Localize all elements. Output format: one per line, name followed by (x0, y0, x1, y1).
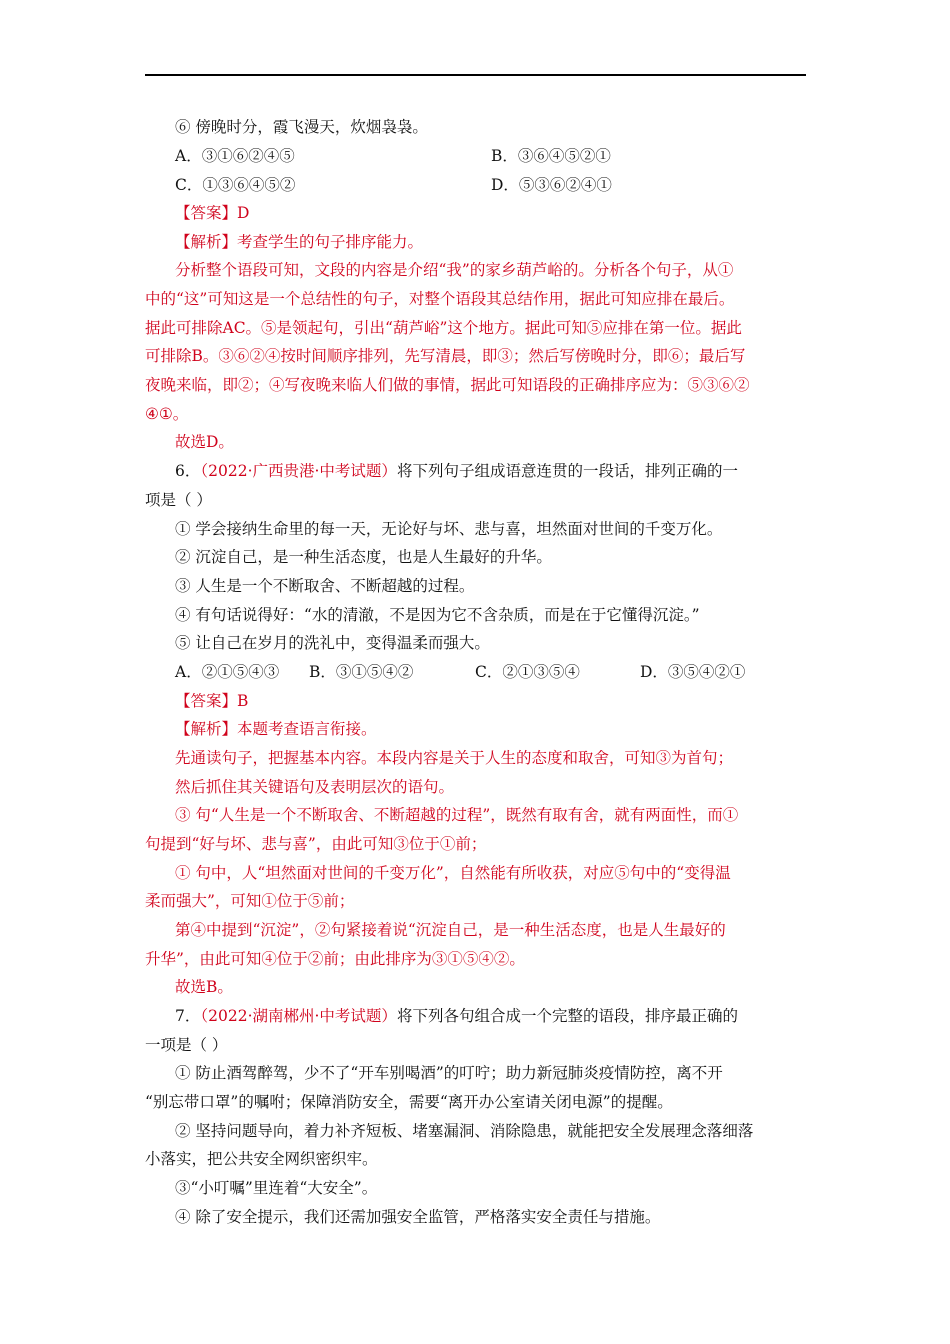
q5-answer-tag: 【答案】 (175, 204, 238, 222)
q6-analysis-line: 升华”，由此可知④位于②前；由此排序为③①⑤④②。 (145, 950, 525, 968)
q7-item-4: ④ 除了安全提示，我们还需加强安全监管，严格落实安全责任与措施。 (175, 1208, 661, 1226)
q5-analysis-line: 据此可排除AC。⑤是领起句，引出“葫芦峪”这个地方。据此可知⑤应排在第一位。据此 (145, 319, 742, 337)
q5-analysis-head (175, 231, 806, 253)
q7-source: （2022·湖南郴州·中考试题） (200, 1007, 397, 1025)
q5-option-a: A．③①⑥②④⑤ (175, 147, 295, 165)
q5-analysis-line: 分析整个语段可知，文段的内容是介绍“我”的家乡葫芦峪的。分析各个句子，从① (175, 261, 734, 279)
q5-analysis-line: 中的“这”可知这是一个总结性的句子，对整个语段其总结作用，据此可知应排在最后。 (145, 290, 735, 308)
q7-number: 7． (175, 1007, 201, 1025)
q6-analysis-intro: 本题考查语言衔接。 (237, 720, 377, 738)
q7-item-1-cont: “别忘带口罩”的嘱咐；保障消防安全，需要“离开办公室请关闭电源”的提醒。 (145, 1093, 673, 1111)
q6-item-4: ④ 有句话说得好：“水的清澈，不是因为它不含杂质，而是在于它懂得沉淀。” (175, 606, 700, 624)
q5-option-b: B．③⑥④⑤②① (491, 147, 611, 165)
q6-answer-tag: 【答案】 (175, 692, 238, 710)
q6-option-a: A．②①⑤④③ (175, 663, 280, 681)
q6-source: （2022·广西贵港·中考试题） (200, 462, 397, 480)
q7-stem (175, 1005, 806, 1027)
q6-analysis-line: ① 句中，人“坦然面对世间的千变万化”，自然能有所收获，对应⑤句中的“变得温 (175, 864, 731, 882)
q5-conclusion: 故选D。 (175, 433, 234, 451)
q5-item-6: ⑥ 傍晚时分，霞飞漫天，炊烟袅袅。 (175, 118, 428, 136)
q7-stem-cont: 一项是（ ） (145, 1036, 228, 1054)
q6-analysis-tag: 【解析】 (175, 720, 238, 738)
q5-answer-value: D (237, 204, 250, 222)
q6-stem-text: 将下列句子组成语意连贯的一段话，排列正确的一 (396, 462, 738, 480)
q5-analysis-tag: 【解析】 (175, 233, 238, 251)
q6-conclusion: 故选B。 (175, 978, 233, 996)
q6-item-1: ① 学会接纳生命里的每一天，无论好与坏、悲与喜，坦然面对世间的千变万化。 (175, 520, 723, 538)
q6-analysis-line: 第④中提到“沉淀”，②句紧接着说“沉淀自己，是一种生活态度，也是人生最好的 (175, 921, 726, 939)
q6-item-5: ⑤ 让自己在岁月的洗礼中，变得温柔而强大。 (175, 634, 490, 652)
q6-item-3: ③ 人生是一个不断取舍、不断超越的过程。 (175, 577, 475, 595)
q5-option-c: C．①③⑥④⑤② (175, 176, 296, 194)
q6-stem (175, 460, 806, 482)
q5-analysis-intro: 考查学生的句子排序能力。 (237, 233, 424, 251)
q6-analysis-line: 然后抓住其关键语句及表明层次的语句。 (175, 778, 455, 796)
q6-option-d: D．③⑤④②① (640, 663, 746, 681)
q6-option-b: B．③①⑤④② (309, 663, 414, 681)
header-rule (145, 74, 806, 76)
q7-item-3: ③“小叮嘱”里连着“大安全”。 (175, 1179, 378, 1197)
q5-analysis-line: 夜晚来临，即②；④写夜晚来临人们做的事情，据此可知语段的正确排序应为：⑤③⑥② (145, 376, 750, 394)
q6-number: 6． (175, 462, 201, 480)
q6-analysis-line: 句提到“好与坏、悲与喜”，由此可知③位于①前； (145, 835, 487, 853)
q7-item-2: ② 坚持问题导向，着力补齐短板、堵塞漏洞、消除隐患，就能把安全发展理念落细落 (175, 1122, 754, 1140)
q6-option-c: C．②①③⑤④ (475, 663, 580, 681)
q6-analysis-line: 先通读句子，把握基本内容。本段内容是关于人生的态度和取舍，可知③为首句； (175, 749, 734, 767)
q6-analysis-line: 柔而强大”，可知①位于⑤前； (145, 892, 355, 910)
q6-analysis-head (175, 718, 806, 740)
q6-item-2: ② 沉淀自己，是一种生活态度，也是人生最好的升华。 (175, 548, 552, 566)
q5-analysis-line: 可排除B。③⑥②④按时间顺序排列，先写清晨，即③；然后写傍晚时分，即⑥；最后写 (145, 347, 746, 365)
q6-analysis-line: ③ 句“人生是一个不断取舍、不断超越的过程”，既然有取有舍，就有两面性，而① (175, 806, 739, 824)
q5-analysis-line: ④①。 (145, 405, 189, 423)
q6-answer-value: B (237, 692, 249, 710)
q6-answer (175, 690, 806, 712)
q7-item-1: ① 防止酒驾醉驾，少不了“开车别喝酒”的叮咛；助力新冠肺炎疫情防控，离不开 (175, 1064, 723, 1082)
q7-item-2-cont: 小落实，把公共安全网织密织牢。 (145, 1150, 378, 1168)
q5-option-d: D．⑤③⑥②④① (491, 176, 612, 194)
q6-stem-cont: 项是（ ） (145, 491, 212, 509)
q7-stem-text: 将下列各句组合成一个完整的语段，排序最正确的 (396, 1007, 738, 1025)
q5-answer (175, 202, 806, 224)
